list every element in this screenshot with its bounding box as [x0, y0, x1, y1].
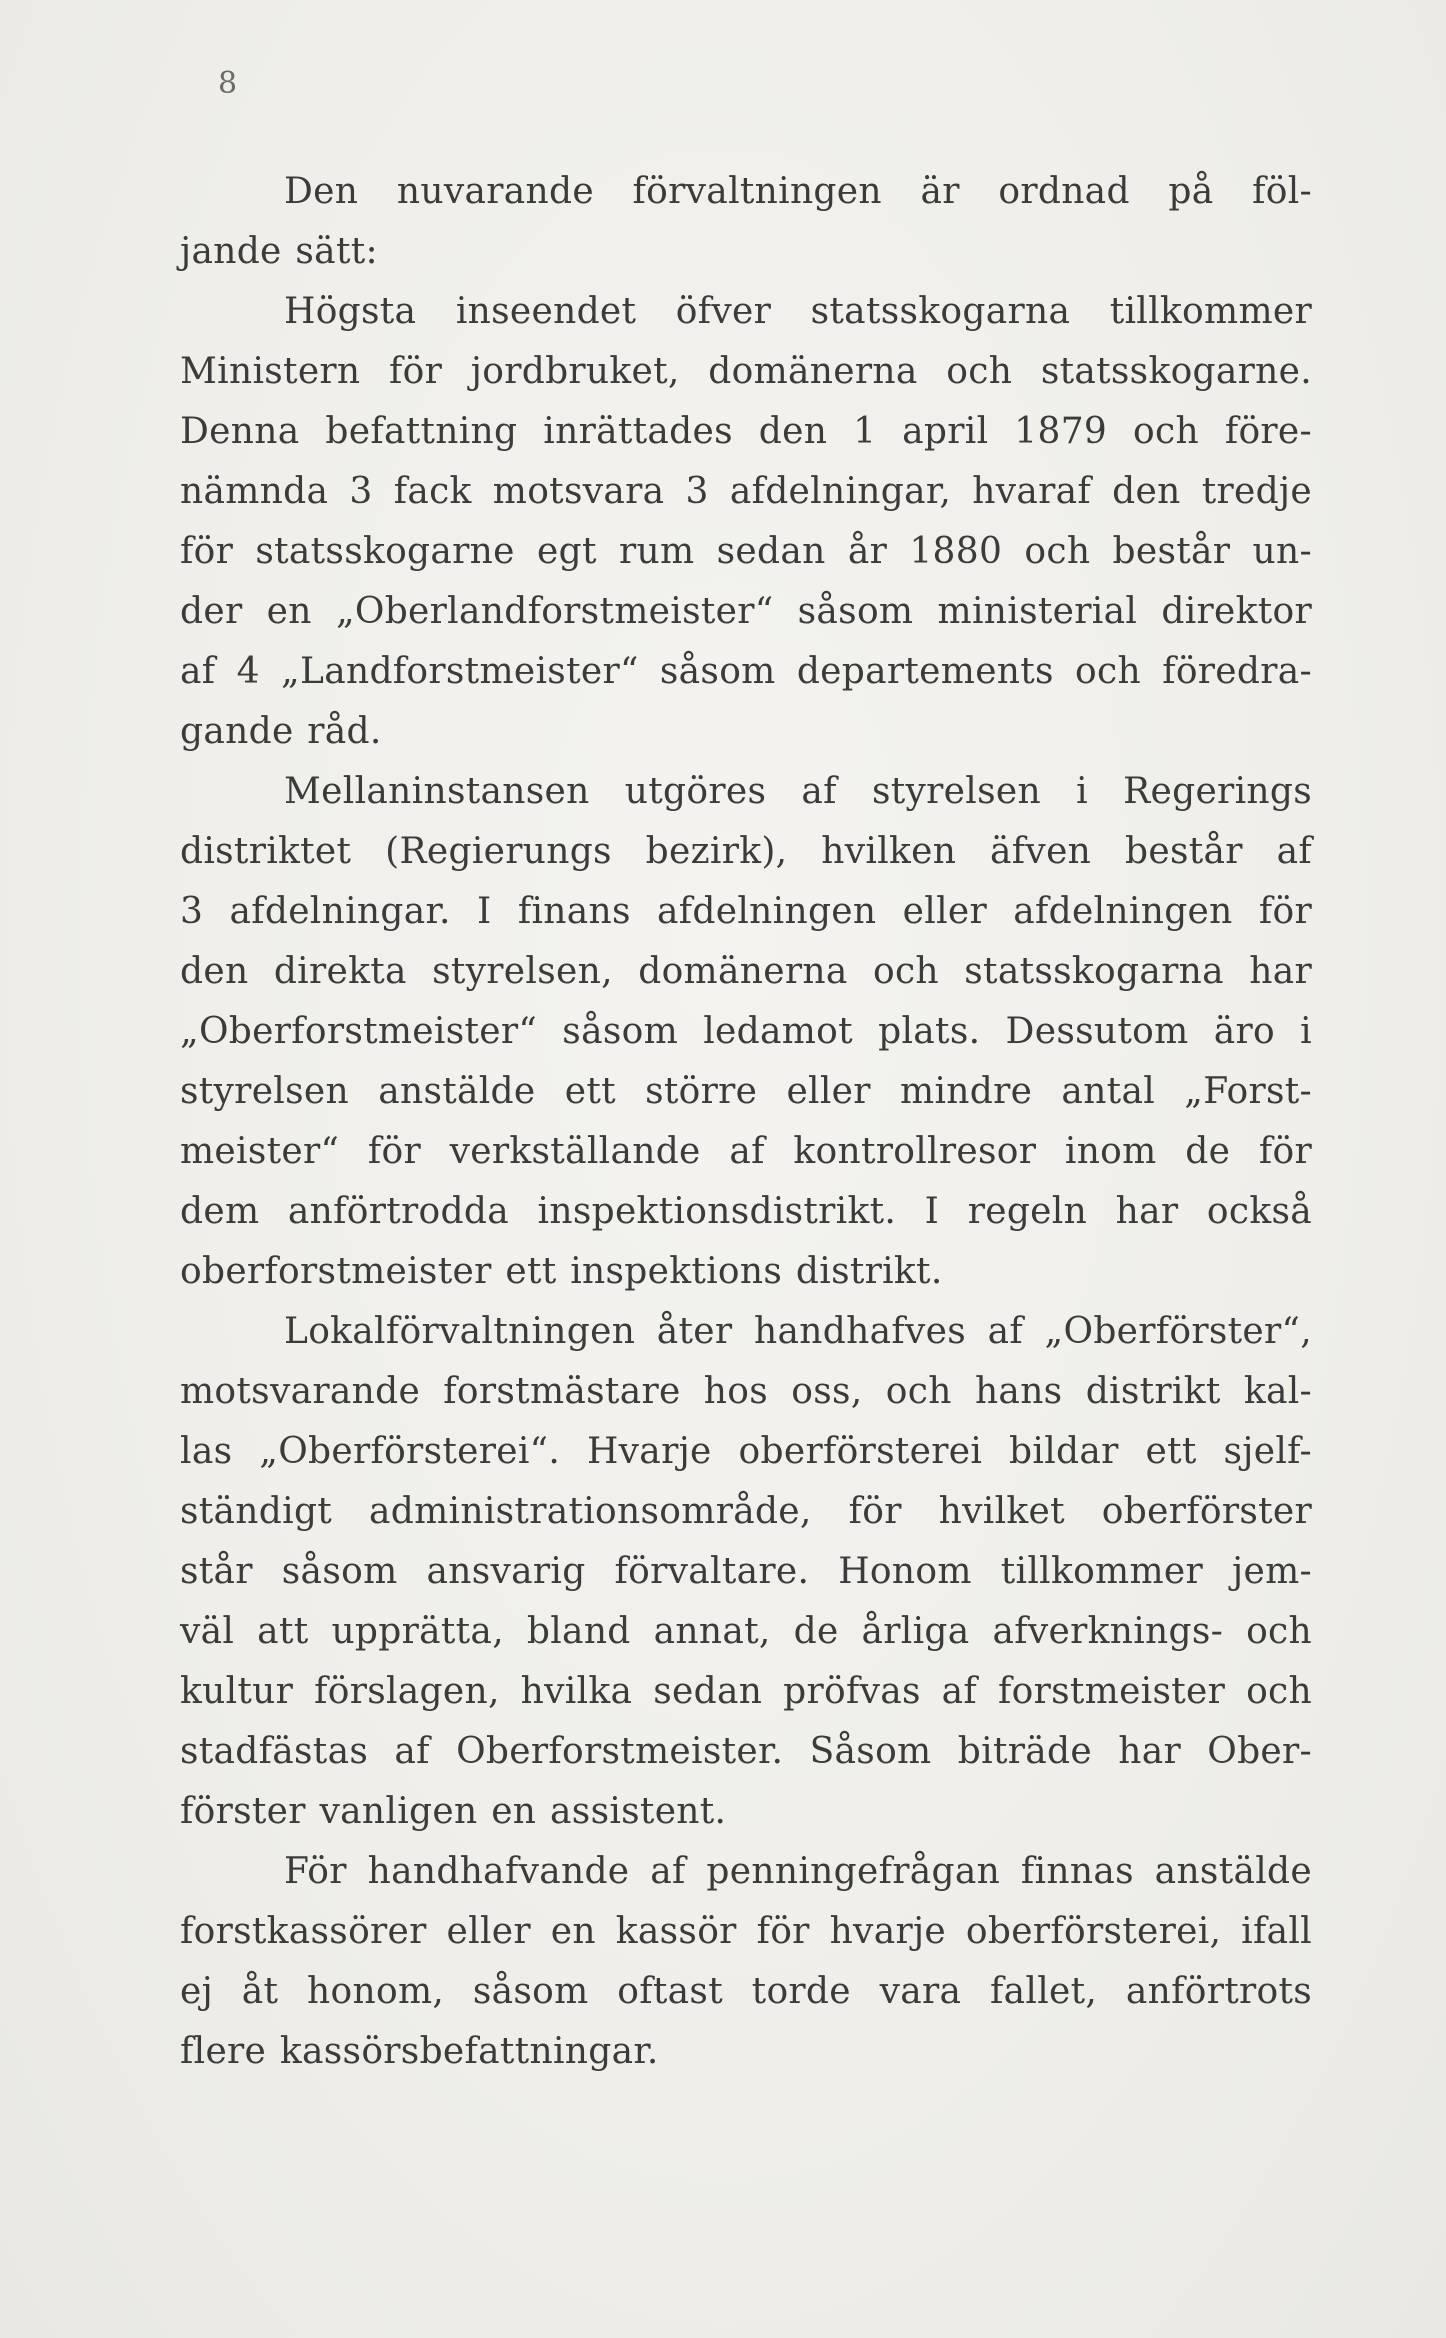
- text-line: För handhafvande af penningefrågan finnas anstälde: [284, 1851, 1312, 1892]
- text-line: dem anförtrodda inspektionsdistrikt. I regeln har också: [180, 1191, 1312, 1232]
- text-line: Lokalförvaltningen åter handhafves af „Oberförster“,: [284, 1311, 1312, 1352]
- text-line: stadfästas af Oberforstmeister. Såsom biträde har Ober-: [180, 1731, 1312, 1772]
- text-line: Denna befattning inrättades den 1 april 1879 och före-: [180, 411, 1312, 452]
- paragraph-4: [180, 1302, 1312, 1842]
- text-line: för statsskogarne egt rum sedan år 1880 och består un-: [180, 531, 1312, 572]
- paragraph-5: [180, 1842, 1312, 2082]
- text-line: ständigt administrationsområde, för hvilket oberförster: [180, 1491, 1312, 1532]
- text-line: meister“ för verkställande af kontrollresor inom de för: [180, 1131, 1312, 1172]
- text-line: flere kassörsbefattningar.: [180, 2031, 659, 2072]
- text-line: las „Oberförsterei“. Hvarje oberförsterei bildar ett sjelf-: [180, 1431, 1312, 1472]
- page-number: 8: [218, 66, 239, 101]
- text-line: styrelsen anstälde ett större eller mindre antal „Forst-: [180, 1071, 1312, 1112]
- paragraph-1: [180, 162, 1312, 282]
- text-line: gande råd.: [180, 711, 382, 752]
- paragraph-3: [180, 762, 1312, 1302]
- body-text: [180, 162, 1312, 2082]
- text-line: ej åt honom, såsom oftast torde vara fallet, anförtrots: [180, 1971, 1312, 2012]
- text-line: väl att upprätta, bland annat, de årliga afverknings- och: [180, 1611, 1312, 1652]
- text-line: 3 afdelningar. I finans afdelningen eller afdelningen för: [180, 891, 1312, 932]
- text-line: jande sätt:: [180, 231, 378, 272]
- text-line: kultur förslagen, hvilka sedan pröfvas af forstmeister och: [180, 1671, 1312, 1712]
- paragraph-2: [180, 282, 1312, 762]
- text-line: forstkassörer eller en kassör för hvarje oberförsterei, ifall: [180, 1911, 1312, 1952]
- text-line: motsvarande forstmästare hos oss, och hans distrikt kal-: [180, 1371, 1312, 1412]
- text-line: Mellaninstansen utgöres af styrelsen i Regerings: [284, 771, 1312, 812]
- text-line: Den nuvarande förvaltningen är ordnad på föl-: [284, 171, 1312, 212]
- text-line: af 4 „Landforstmeister“ såsom departements och föredra-: [180, 651, 1312, 692]
- text-line: Ministern för jordbruket, domänerna och statsskogarne.: [180, 351, 1312, 392]
- text-line: der en „Oberlandforstmeister“ såsom ministerial direktor: [180, 591, 1312, 632]
- text-line: Högsta inseendet öfver statsskogarna tillkommer: [284, 291, 1312, 332]
- text-line: distriktet (Regierungs bezirk), hvilken äfven består af: [180, 831, 1312, 872]
- text-line: den direkta styrelsen, domänerna och statsskogarna har: [180, 951, 1312, 992]
- text-line: nämnda 3 fack motsvara 3 afdelningar, hvaraf den tredje: [180, 471, 1312, 512]
- text-line: „Oberforstmeister“ såsom ledamot plats. Dessutom äro i: [180, 1011, 1312, 1052]
- text-line: förster vanligen en assistent.: [180, 1791, 727, 1832]
- text-line: oberforstmeister ett inspektions distrikt.: [180, 1251, 943, 1292]
- text-line: står såsom ansvarig förvaltare. Honom tillkommer jem-: [180, 1551, 1312, 1592]
